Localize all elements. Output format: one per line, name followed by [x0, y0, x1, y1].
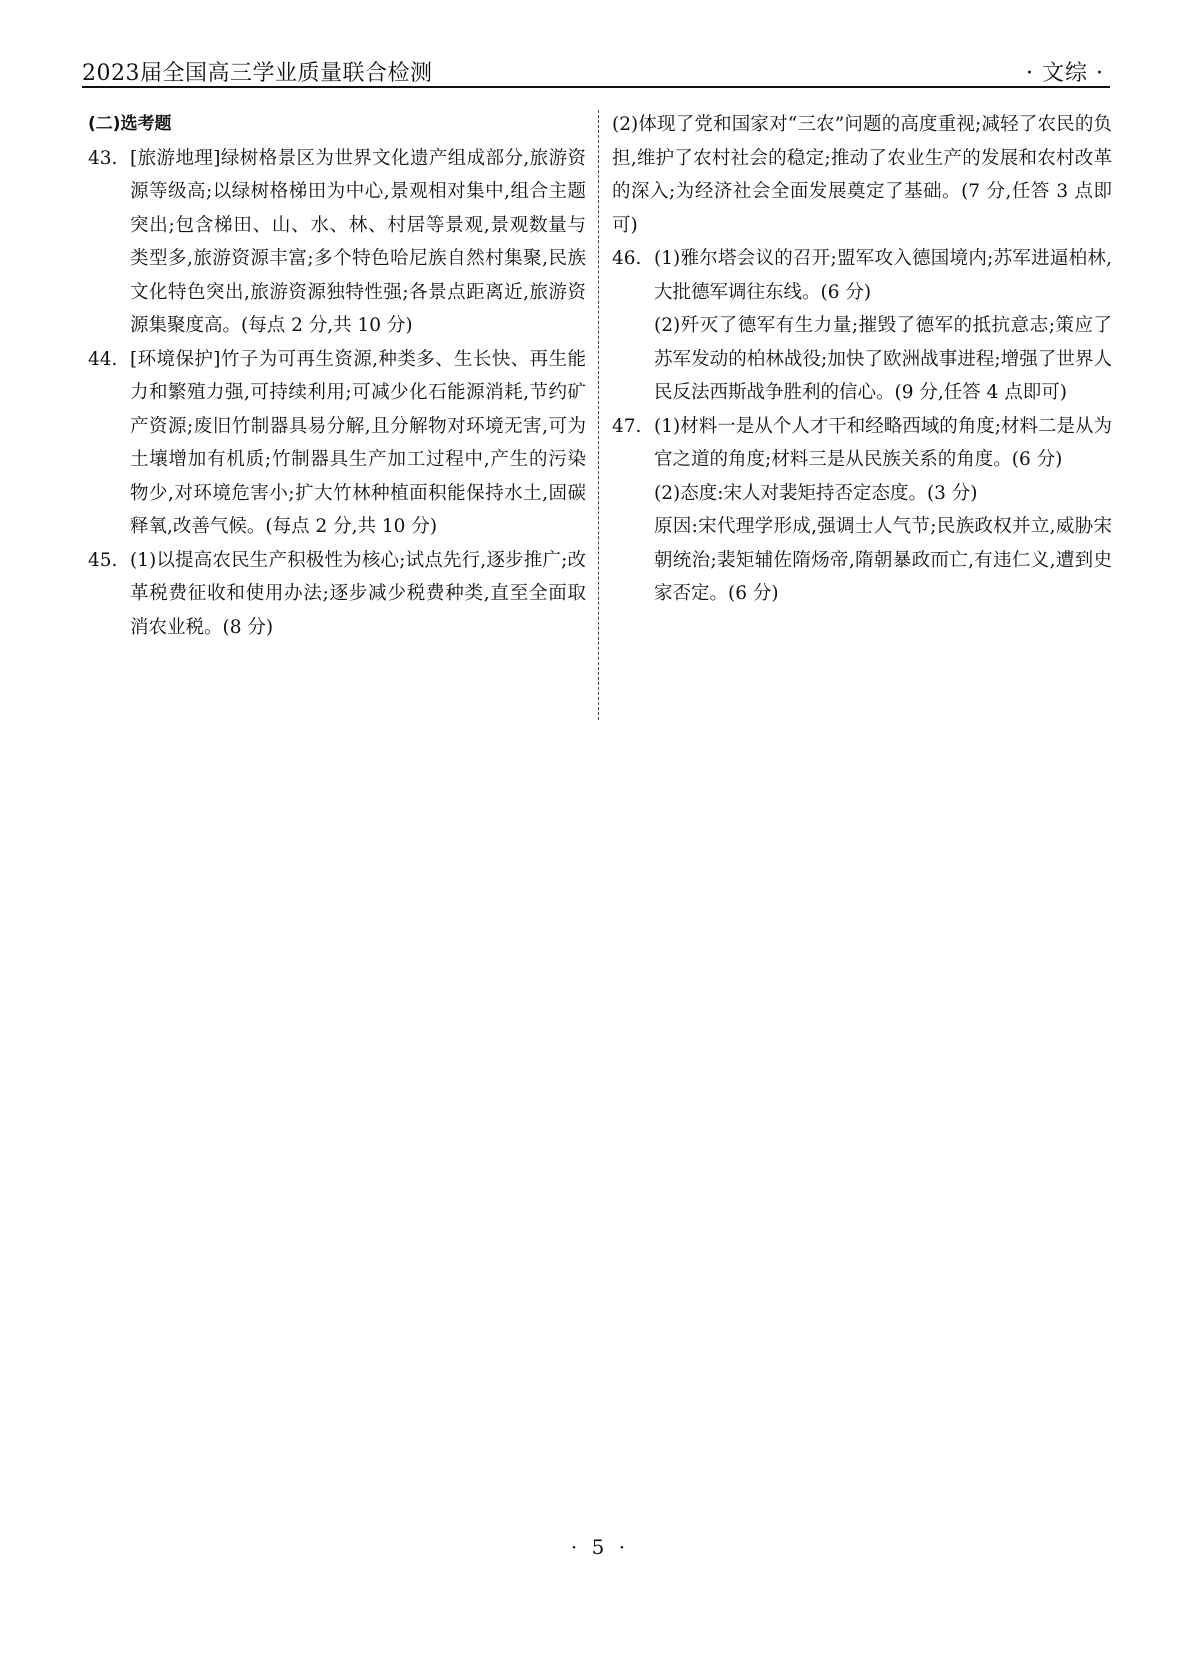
answer-text: (1)材料一是从个人才干和经略西域的角度;材料二是从为官之道的角度;材料三是从民族关系的角度。(6 分)	[654, 415, 1112, 470]
question-47	[612, 410, 1112, 611]
section-title: (二)选考题	[88, 114, 172, 134]
answer-text: [环境保护]竹子为可再生资源,种类多、生长快、再生能力和繁殖力强,可持续利用;可减少化石能源消耗,节约矿产资源;废旧竹制器具易分解,且分解物对环境无害,可为土壤增加有机质;竹制器具生产加工过程中,产生的污染物少,对环境危害小;扩大竹林种植面积能保持水土,固碳释氧,改善气候。(每点 2 分,共 10 分)	[130, 348, 586, 537]
page-number: · 5 ·	[570, 1535, 630, 1559]
question-45-part-2: (2)体现了党和国家对“三农”问题的高度重视;减轻了农民的负担,维护了农村社会的稳定;推动了农业生产的发展和农村改革的深入;为经济社会全面发展奠定了基础。(7 分,任答 3 点即可)	[612, 114, 1112, 236]
answer-text: (2)态度:宋人对裴矩持否定态度。(3 分)	[654, 482, 978, 504]
question-number: 45.	[88, 549, 118, 571]
question-45	[88, 544, 586, 645]
question-46	[612, 242, 1112, 410]
question-number: 43.	[88, 147, 118, 169]
question-44	[88, 343, 586, 544]
page-header	[82, 52, 1110, 88]
answer-text: [旅游地理]绿树格景区为世界文化遗产组成部分,旅游资源等级高;以绿树格梯田为中心,景观相对集中,组合主题突出;包含梯田、山、水、林、村居等景观,景观数量与类型多,旅游资源丰富;多个特色哈尼族自然村集聚,民族文化特色突出,旅游资源独特性强;各景点距离近,旅游资源集聚度高。(每点 2 分,共 10 分)	[130, 147, 586, 336]
answer-text: (1)以提高农民生产积极性为核心;试点先行,逐步推广;改革税费征收和使用办法;逐步减少税费种类,直至全面取消农业税。(8 分)	[130, 549, 586, 638]
subject-label: · 文综 ·	[1026, 61, 1104, 86]
answer-text: 原因:宋代理学形成,强调士人气节;民族政权并立,威胁宋朝统治;裴矩辅佐隋炀帝,隋朝暴政而亡,有违仁义,遭到史家否定。(6 分)	[654, 516, 1112, 604]
question-number: 44.	[88, 348, 118, 370]
question-43	[88, 142, 586, 343]
answer-text: (2)歼灭了德军有生力量;摧毁了德军的抵抗意志;策应了苏军发动的柏林战役;加快了欧洲战事进程;增强了世界人民反法西斯战争胜利的信心。(9 分,任答 4 点即可)	[654, 315, 1112, 403]
right-column	[612, 108, 1112, 611]
question-number: 46.	[612, 248, 642, 269]
column-divider	[598, 110, 599, 720]
answer-text: (1)雅尔塔会议的召开;盟军攻入德国境内;苏军进逼柏林,大批德军调往东线。(6 分)	[654, 248, 1112, 303]
question-number: 47.	[612, 415, 642, 437]
left-column	[88, 108, 586, 644]
exam-title: 2023届全国高三学业质量联合检测	[82, 61, 433, 86]
